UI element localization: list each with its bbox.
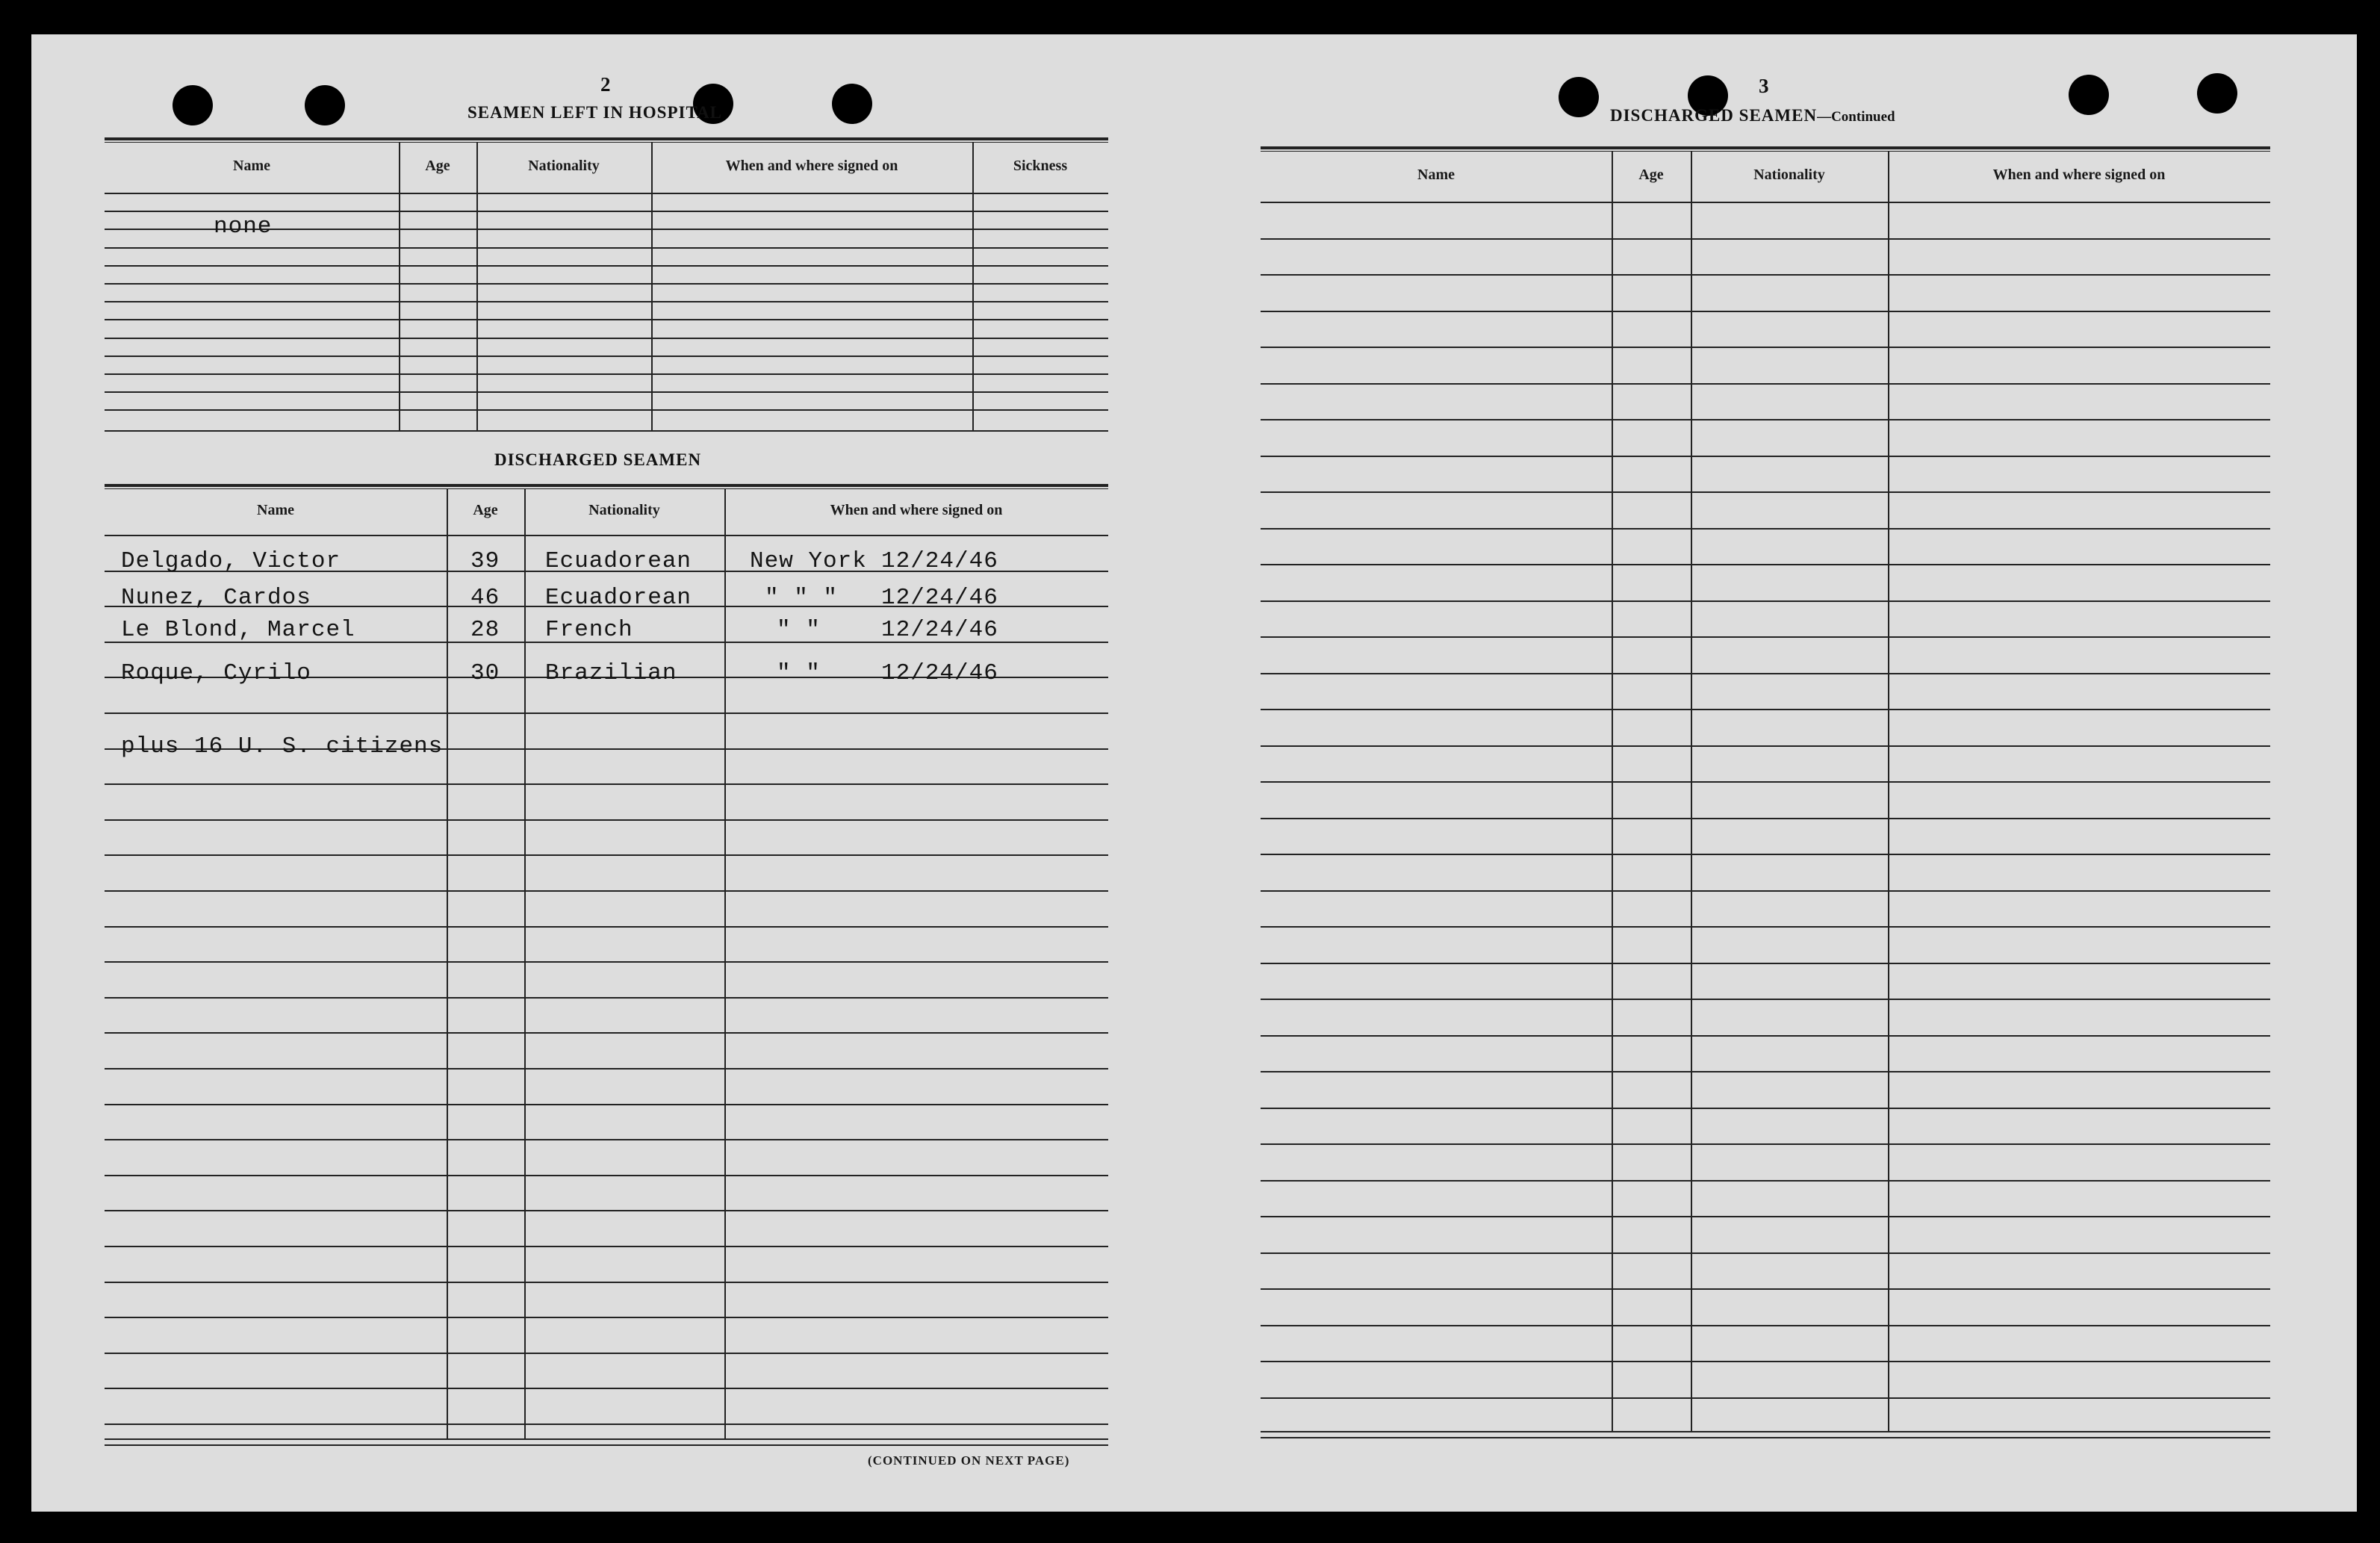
signed-on-place: " " [777, 660, 821, 686]
column-header: Age [1638, 167, 1664, 183]
seaman-nationality: Ecuadorean [545, 585, 692, 611]
row-rule [1261, 709, 2270, 710]
row-rule [1261, 347, 2270, 348]
column-header: Name [233, 158, 270, 174]
punch-hole [1559, 77, 1599, 117]
seaman-age: 46 [470, 585, 500, 611]
row-rule [105, 356, 1108, 357]
row-rule [105, 854, 1108, 856]
row-rule [105, 301, 1108, 302]
table-top-rule [105, 142, 1108, 143]
row-rule [1261, 999, 2270, 1000]
signed-on-place: New York [750, 548, 867, 574]
column-divider [651, 142, 653, 430]
seaman-nationality: French [545, 617, 633, 643]
seaman-name: Roque, Cyrilo [121, 660, 311, 686]
row-rule [105, 283, 1108, 285]
seaman-nationality: Brazilian [545, 660, 677, 686]
signed-on-date: 12/24/46 [881, 585, 998, 611]
row-rule [105, 1424, 1108, 1425]
row-rule [105, 373, 1108, 375]
column-divider [1612, 151, 1613, 1431]
discharged-section-title: DISCHARGED SEAMEN [494, 450, 702, 469]
row-rule [105, 1068, 1108, 1069]
row-rule [105, 1032, 1108, 1034]
row-rule [1261, 528, 2270, 530]
row-rule [105, 926, 1108, 928]
row-rule [1261, 926, 2270, 928]
row-rule [105, 997, 1108, 999]
table-top-rule [105, 488, 1108, 489]
column-header: Age [473, 502, 498, 518]
row-rule [1261, 419, 2270, 420]
row-rule [105, 1210, 1108, 1211]
column-header: Name [257, 502, 294, 518]
document-sheet [31, 34, 2357, 1512]
row-rule [1261, 1252, 2270, 1254]
column-divider [1888, 151, 1889, 1431]
signed-on-place: " " [777, 617, 821, 643]
seaman-age: 39 [470, 548, 500, 574]
row-rule [105, 338, 1108, 339]
seaman-age: 30 [470, 660, 500, 686]
row-rule [105, 890, 1108, 892]
column-header: Name [1417, 167, 1455, 183]
row-rule [1261, 1108, 2270, 1109]
row-rule [1261, 600, 2270, 602]
row-rule [105, 1317, 1108, 1318]
row-rule [1261, 238, 2270, 240]
seaman-name: Delgado, Victor [121, 548, 341, 574]
punch-hole [2069, 75, 2109, 115]
column-divider [447, 488, 448, 1438]
row-rule [1261, 673, 2270, 674]
header-rule [105, 535, 1108, 536]
row-rule [1261, 890, 2270, 892]
table-bottom-rule [1261, 1431, 2270, 1432]
column-divider [524, 488, 526, 1438]
seaman-name: Nunez, Cardos [121, 585, 311, 611]
hospital-section-title: SEAMEN LEFT IN HOSPITAL [467, 103, 723, 122]
row-rule [1261, 1288, 2270, 1290]
table-top-rule [105, 137, 1108, 140]
column-divider [1691, 151, 1692, 1431]
row-rule [1261, 383, 2270, 385]
row-rule [105, 1175, 1108, 1176]
row-rule [1261, 963, 2270, 964]
row-rule [1261, 1397, 2270, 1399]
row-rule [1261, 636, 2270, 638]
table-top-rule [1261, 151, 2270, 152]
row-rule [105, 265, 1108, 267]
row-rule [1261, 1325, 2270, 1326]
row-rule [1261, 1071, 2270, 1072]
row-rule [105, 1104, 1108, 1105]
row-rule [1261, 1180, 2270, 1182]
row-rule [105, 319, 1108, 320]
row-rule [1261, 274, 2270, 276]
column-header: Nationality [528, 158, 600, 174]
punch-hole [305, 85, 345, 125]
header-rule [1261, 202, 2270, 203]
continued-footer: (CONTINUED ON NEXT PAGE) [868, 1453, 1070, 1468]
column-divider [972, 142, 974, 430]
row-rule [105, 247, 1108, 249]
seaman-nationality: Ecuadorean [545, 548, 692, 574]
column-header: When and where signed on [1992, 167, 2166, 183]
table-bottom-rule [105, 430, 1108, 432]
row-rule [1261, 781, 2270, 783]
row-rule [105, 1388, 1108, 1389]
row-rule [105, 1139, 1108, 1140]
row-rule [1261, 818, 2270, 819]
row-rule [1261, 491, 2270, 493]
column-header: When and where signed on [725, 158, 898, 174]
hospital-entry: none [214, 214, 273, 240]
signed-on-date: 12/24/46 [881, 660, 998, 686]
column-header: Nationality [1753, 167, 1825, 183]
page-number: 2 [600, 73, 611, 96]
row-rule [105, 783, 1108, 785]
page-number: 3 [1759, 75, 1769, 97]
row-rule [105, 712, 1108, 714]
row-rule [1261, 564, 2270, 565]
row-rule [1261, 745, 2270, 747]
signed-on-date: 12/24/46 [881, 617, 998, 643]
row-rule [105, 1246, 1108, 1247]
column-header: Age [425, 158, 450, 174]
continued-section-title [1610, 106, 1895, 125]
citizens-note: plus 16 U. S. citizens [121, 733, 444, 760]
row-rule [1261, 1361, 2270, 1362]
row-rule [105, 211, 1108, 212]
table-bottom-rule [105, 1444, 1108, 1446]
column-divider [399, 142, 400, 430]
header-rule [105, 193, 1108, 194]
signed-on-place: " " " [765, 585, 839, 611]
row-rule [105, 1353, 1108, 1354]
row-rule [1261, 456, 2270, 457]
row-rule [105, 1282, 1108, 1283]
row-rule [1261, 1143, 2270, 1145]
continued-section-title-suffix: —Continued [1817, 109, 1895, 125]
table-top-rule [1261, 146, 2270, 149]
row-rule [105, 961, 1108, 963]
row-rule [105, 409, 1108, 411]
punch-hole [832, 84, 872, 124]
column-header: Nationality [588, 502, 660, 518]
column-header: When and where signed on [830, 502, 1003, 518]
seaman-name: Le Blond, Marcel [121, 617, 355, 643]
row-rule [1261, 1035, 2270, 1037]
row-rule [1261, 1216, 2270, 1217]
continued-section-title-main: DISCHARGED SEAMEN [1610, 106, 1818, 125]
row-rule [105, 391, 1108, 393]
column-divider [724, 488, 726, 1438]
seaman-age: 28 [470, 617, 500, 643]
table-bottom-rule [105, 1438, 1108, 1440]
row-rule [1261, 311, 2270, 312]
punch-hole [2197, 73, 2237, 114]
column-header: Sickness [1013, 158, 1068, 174]
row-rule [105, 819, 1108, 821]
column-divider [476, 142, 478, 430]
row-rule [1261, 854, 2270, 855]
table-top-rule [105, 484, 1108, 487]
punch-hole [173, 85, 213, 125]
table-bottom-rule [1261, 1437, 2270, 1438]
signed-on-date: 12/24/46 [881, 548, 998, 574]
